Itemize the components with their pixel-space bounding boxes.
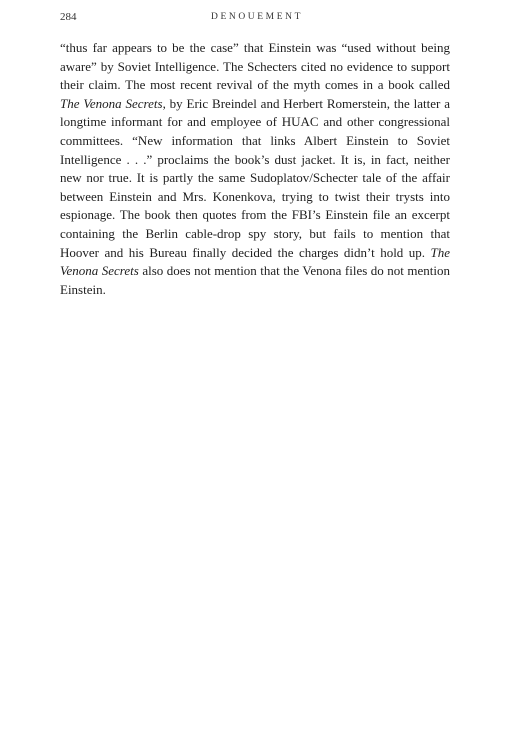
- paragraph-text-3: also does not mention that the Venona files do not mention Einstein.: [60, 263, 450, 297]
- book-title-venona-secrets: The Venona Secrets: [60, 95, 163, 111]
- running-title: DENOUEMENT: [211, 12, 303, 22]
- body-paragraph: [60, 39, 450, 299]
- paragraph-text-2: , by Eric Breindel and Herbert Romerstein, the latter a longtime informant for and employee of HUAC and other congressional committees. “New information that links Albert Einstein to Soviet Intelligence . . .” proclaims the book’s dust jacket. It is, in fact, neither new nor true. It is partly the same Sudoplatov/Schecter tale of the affair between Einstein and Mrs. Konenkova, trying to twist their trysts into espionage. The book then quotes from the FBI’s Einstein file an excerpt containing the Berlin cable-drop spy story, but fails to mention that Hoover and his Bureau finally decided the charges didn’t hold up.: [60, 95, 450, 260]
- book-title-venona-secrets-2: The Venona Secrets: [60, 244, 450, 279]
- page-number: 284: [60, 11, 77, 23]
- running-head: [60, 10, 454, 24]
- paragraph-text-1: “thus far appears to be the case” that Einstein was “used without being aware” by Soviet Intelligence. The Schecters cited no evidence to support their claim. The most recent revival of the myth comes in a book called: [60, 40, 450, 93]
